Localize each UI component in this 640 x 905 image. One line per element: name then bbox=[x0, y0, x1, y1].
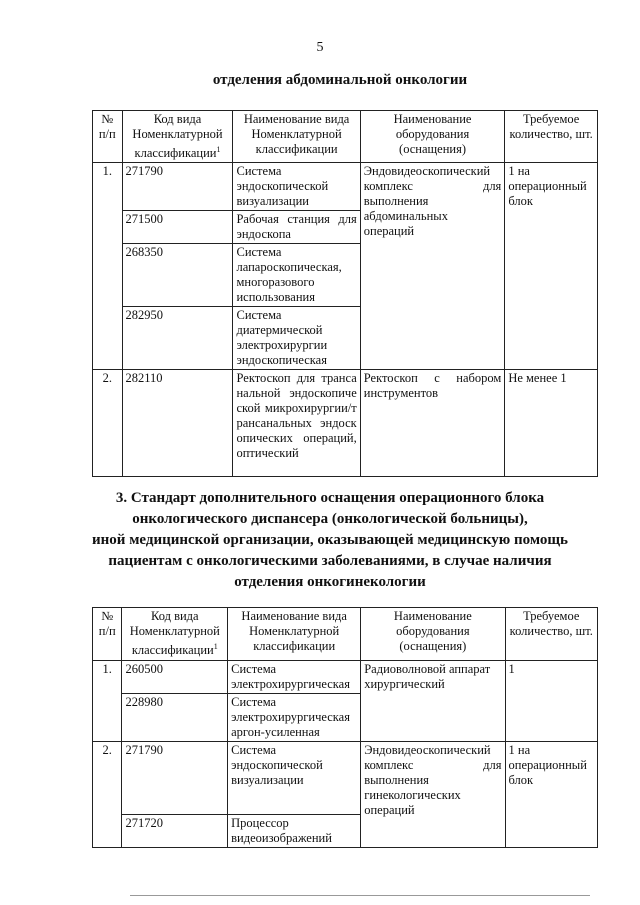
header-num: № п/п bbox=[93, 111, 123, 163]
page-bottom-rule bbox=[130, 895, 590, 896]
equipment-cell: Эндовидеоскопический комплекс для выполнения абдоминальных операций bbox=[360, 163, 505, 370]
equipment-cell: Ректоскоп с набором инструментов bbox=[360, 370, 505, 477]
table-row bbox=[93, 742, 598, 815]
header-equipment: Наименование оборудования (оснащения) bbox=[360, 111, 505, 163]
code-cell: 271790 bbox=[122, 163, 233, 211]
section3-heading-line: пациентам с онкологическими заболеваниями, в случае наличия bbox=[108, 553, 552, 569]
section3-heading-line: отделения онкогинекологии bbox=[234, 574, 426, 590]
code-cell: 228980 bbox=[122, 694, 228, 742]
quantity-cell: 1 на операционный блок bbox=[505, 742, 598, 848]
header-kind-name: Наименование вида Номенклатурной классификации bbox=[233, 111, 360, 163]
header-quantity: Требуемое количество, шт. bbox=[505, 111, 598, 163]
kind-name-cell: Система электрохирургическая bbox=[228, 661, 361, 694]
equipment-table-1 bbox=[92, 110, 598, 477]
footnote-marker: 1 bbox=[216, 145, 221, 154]
kind-name-cell: Система лапароскопическая, многоразового использования bbox=[233, 244, 360, 307]
kind-name-cell: Процессор видеоизображений bbox=[228, 815, 361, 848]
quantity-cell: Не менее 1 bbox=[505, 370, 598, 477]
section3-heading-line: онкологического диспансера (онкологической больницы), bbox=[132, 511, 528, 527]
kind-name-cell: Ректоскоп для трансанальной эндоскопической микрохирургии/трансанальных эндоскопических операций, оптический bbox=[233, 370, 360, 477]
code-cell: 282950 bbox=[122, 307, 233, 370]
equipment-cell: Эндовидеоскопический комплекс для выполнения гинекологических операций bbox=[361, 742, 505, 848]
section3-heading-line: 3. Стандарт дополнительного оснащения операционного блока bbox=[115, 490, 545, 506]
code-cell: 271500 bbox=[122, 211, 233, 244]
header-code: Код вида Номенклатурной классификации$^1$ bbox=[122, 111, 233, 163]
code-cell: 260500 bbox=[122, 661, 228, 694]
header-equipment: Наименование оборудования (оснащения) bbox=[361, 608, 505, 661]
quantity-cell: 1 bbox=[505, 661, 598, 742]
table-row bbox=[93, 370, 598, 477]
kind-name-cell: Система эндоскопической визуализации bbox=[233, 163, 360, 211]
header-code: Код вида Номенклатурной классификации$^1$ bbox=[122, 608, 228, 661]
equipment-cell: Радиоволновой аппарат хирургический bbox=[361, 661, 505, 742]
code-cell: 271720 bbox=[122, 815, 228, 848]
kind-name-cell: Система эндоскопической визуализации bbox=[228, 742, 361, 815]
equipment-table-2 bbox=[92, 607, 598, 848]
row-number: 1. bbox=[93, 661, 122, 742]
code-cell: 282110 bbox=[122, 370, 233, 477]
kind-name-cell: Система электрохирургическая аргон-усиленная bbox=[228, 694, 361, 742]
kind-name-cell: Система диатермической электрохирургии эндоскопическая bbox=[233, 307, 360, 370]
table-row bbox=[93, 661, 598, 694]
header-kind-name: Наименование вида Номенклатурной классификации bbox=[228, 608, 361, 661]
page-number: 5 bbox=[316, 40, 324, 55]
table-header-row bbox=[93, 608, 598, 661]
section3-heading bbox=[60, 488, 600, 593]
header-quantity: Требуемое количество, шт. bbox=[505, 608, 598, 661]
table-header-row bbox=[93, 111, 598, 163]
table-row bbox=[93, 163, 598, 211]
kind-name-cell: Рабочая станция для эндоскопа bbox=[233, 211, 360, 244]
quantity-cell: 1 на операционный блок bbox=[505, 163, 598, 370]
section3-heading-line: иной медицинской организации, оказывающей медицинскую помощь bbox=[92, 532, 568, 548]
header-num: № п/п bbox=[93, 608, 122, 661]
footnote-marker: 1 bbox=[213, 642, 218, 651]
row-number: 1. bbox=[93, 163, 123, 370]
row-number: 2. bbox=[93, 742, 122, 848]
code-cell: 271790 bbox=[122, 742, 228, 815]
row-number: 2. bbox=[93, 370, 123, 477]
code-cell: 268350 bbox=[122, 244, 233, 307]
table1-heading: отделения абдоминальной онкологии bbox=[212, 72, 468, 88]
